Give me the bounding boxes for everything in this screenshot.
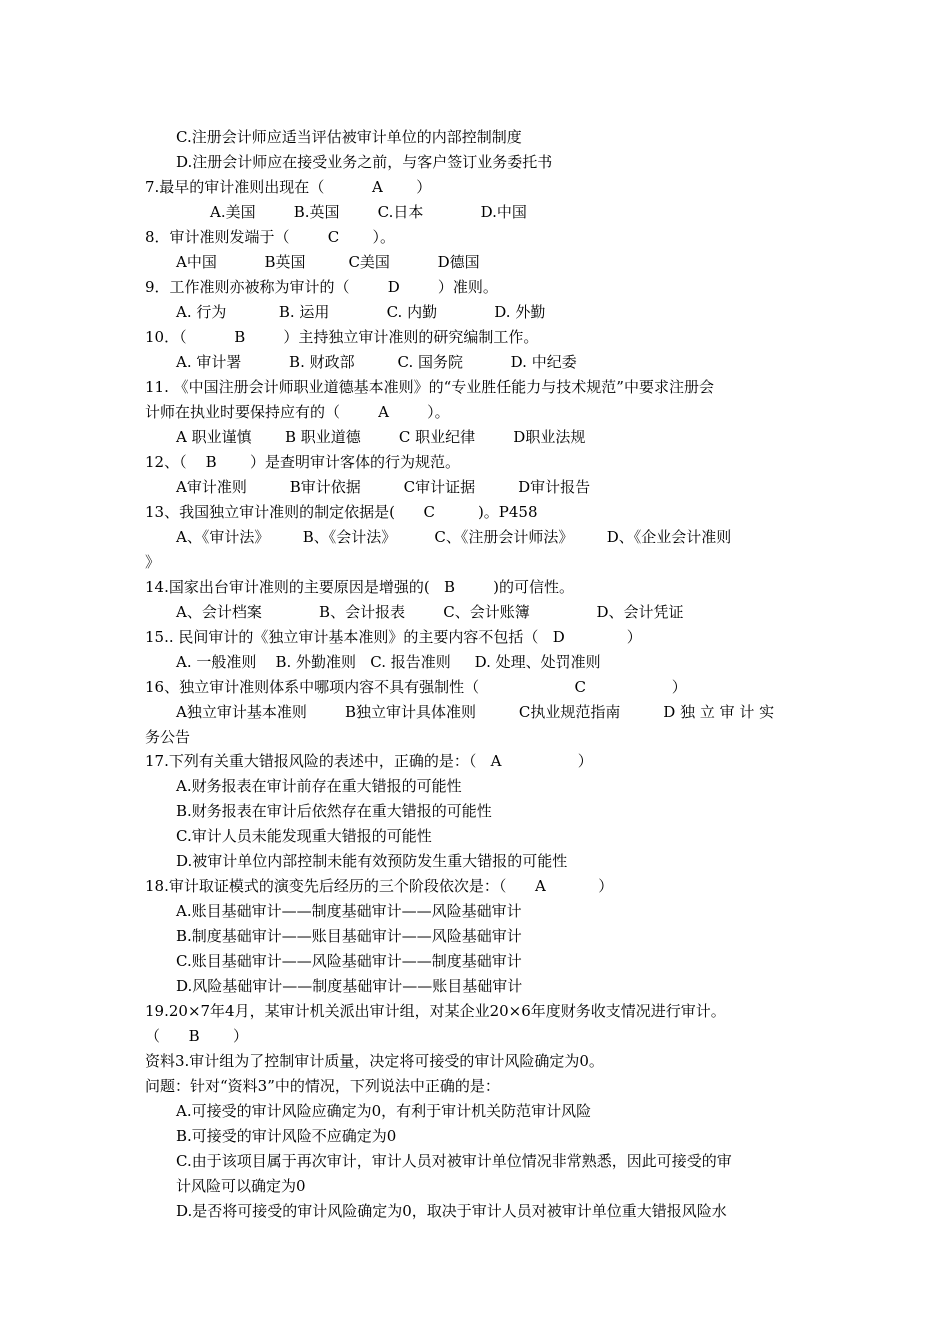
text-line: 》	[145, 553, 161, 571]
text-line: 8．审计准则发端于（ C ）。	[145, 228, 396, 246]
text-line: A审计准则 B审计依据 C审计证据 D审计报告	[176, 478, 591, 496]
text-line: 计风险可以确定为0	[176, 1177, 306, 1195]
text-line: A.账目基础审计——制度基础审计——风险基础审计	[176, 902, 522, 920]
text-line: 务公告	[145, 728, 191, 746]
text-line: D.被审计单位内部控制未能有效预防发生重大错报的可能性	[176, 852, 568, 870]
text-line: C.审计人员未能发现重大错报的可能性	[176, 827, 432, 845]
text-line: D.风险基础审计——制度基础审计——账目基础审计	[176, 977, 523, 995]
text-line: 15.. 民间审计的《独立审计基本准则》的主要内容不包括（ D ）	[145, 628, 642, 646]
text-line: 19.20×7年4月，某审计机关派出审计组，对某企业20×6年度财务收支情况进行审计。	[145, 1002, 726, 1020]
text-line: A.可接受的审计风险应确定为0，有利于审计机关防范审计风险	[176, 1102, 592, 1120]
text-line: A.财务报表在审计前存在重大错报的可能性	[176, 777, 462, 795]
text-line: D.是否将可接受的审计风险确定为0，取决于审计人员对被审计单位重大错报风险水	[176, 1202, 727, 1220]
text-line: A. 审计署 B. 财政部 C. 国务院 D. 中纪委	[176, 353, 577, 371]
text-line: 9．工作准则亦被称为审计的（ D ）准则。	[145, 278, 498, 296]
text-line: 12、（ B ）是查明审计客体的行为规范。	[145, 453, 461, 471]
text-line: A、会计档案 B、会计报表 C、会计账簿 D、会计凭证	[176, 603, 684, 621]
text-line: A 职业谨慎 B 职业道德 C 职业纪律 D职业法规	[176, 428, 586, 446]
text-line: A独立审计基本准则 B独立审计具体准则 C执业规范指南 D 独 立 审 计 实	[176, 703, 775, 721]
text-line: 17.下列有关重大错报风险的表述中，正确的是：（ A ）	[145, 752, 593, 770]
text-line: B.财务报表在审计后依然存在重大错报的可能性	[176, 802, 492, 820]
text-line: C.由于该项目属于再次审计，审计人员对被审计单位情况非常熟悉，因此可接受的审	[176, 1152, 732, 1170]
text-line: 7.最早的审计准则出现在（ A ）	[145, 178, 432, 196]
text-line: 资料3.审计组为了控制审计质量，决定将可接受的审计风险确定为0。	[145, 1052, 604, 1070]
text-line: C.注册会计师应适当评估被审计单位的内部控制制度	[176, 128, 522, 146]
text-line: B.可接受的审计风险不应确定为0	[176, 1127, 397, 1145]
text-line: 计师在执业时要保持应有的（ A ）。	[145, 403, 450, 421]
text-line: A.美国 B.英国 C.日本 D.中国	[210, 203, 527, 221]
text-line: B.制度基础审计——账目基础审计——风险基础审计	[176, 927, 522, 945]
text-line: A中国 B英国 C美国 D德国	[176, 253, 480, 271]
text-line: D.注册会计师应在接受业务之前，与客户签订业务委托书	[176, 153, 553, 171]
text-line: 11. 《中国注册会计师职业道德基本准则》的“专业胜任能力与技术规范”中要求注册会	[145, 378, 714, 396]
text-line: 问题：针对“资料3”中的情况，下列说法中正确的是：	[145, 1077, 500, 1095]
text-line: 16、独立审计准则体系中哪项内容不具有强制性（ C ）	[145, 678, 687, 696]
text-line: C.账目基础审计——风险基础审计——制度基础审计	[176, 952, 522, 970]
text-line: 18.审计取证模式的演变先后经历的三个阶段依次是：（ A ）	[145, 877, 614, 895]
text-line: A、《审计法》 B、《会计法》 C、《注册会计师法》 D、《企业会计准则	[176, 528, 732, 546]
text-line: A. 一般准则 B. 外勤准则 C. 报告准则 D. 处理、处罚准则	[176, 653, 601, 671]
text-line: 10．（ B ）主持独立审计准则的研究编制工作。	[145, 328, 539, 346]
text-line: （ B ）	[145, 1027, 249, 1045]
text-line: 13、我国独立审计准则的制定依据是( C )。P458	[145, 503, 538, 521]
text-line: 14.国家出台审计准则的主要原因是增强的( B )的可信性。	[145, 578, 575, 596]
text-line: A. 行为 B. 运用 C. 内勤 D. 外勤	[176, 303, 546, 321]
